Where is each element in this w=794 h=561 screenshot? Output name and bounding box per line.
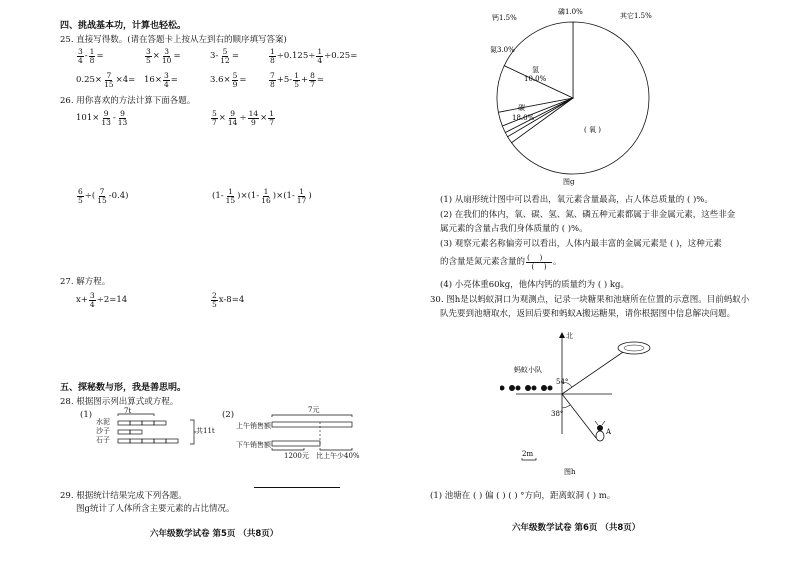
pie-label-other: 其它1.5%	[620, 12, 652, 20]
fig-h-angle2: 38°	[551, 410, 564, 418]
pie-label-carbon-name: 碳	[518, 104, 525, 112]
q28-fig1-row-cement: 水泥	[96, 418, 110, 426]
q28-fig1-row-stone: 石子	[96, 436, 110, 444]
fig-h-north: 北	[566, 332, 573, 340]
q27-expr1: x+ $\frac{3}{4}$ ÷2=14	[76, 291, 128, 309]
q28-fig1-total: 共11t	[196, 427, 215, 435]
q28-answer-line	[254, 487, 340, 488]
q29-sub4: (4) 小亮体重60kg，他体内钙的质量约为 ( ) kg。	[440, 280, 629, 290]
pond-icon	[618, 342, 650, 354]
fig-h-scale: 2m	[522, 450, 534, 458]
section4-title: 四、挑战基本功，计算也轻松。	[60, 21, 187, 31]
q30-text-b: 队先要到池塘取水，返回后要和蚂蚁A搬运糖果，请你根据图中信息解决问题。	[440, 309, 736, 319]
q26-expr3: $\frac{6}{5}$ ÷( $\frac{7}{15}$ -0.4)	[78, 187, 129, 205]
q26-expr1: 101× $\frac{9}{13}$ - $\frac{9}{13}$	[76, 109, 128, 127]
q25-r1-c1: $\frac{3}{4}$ - $\frac{1}{8}$ =	[78, 47, 104, 65]
q26-expr2: $\frac{5}{7}$ × $\frac{9}{14}$ ÷ $\frac{14}{9}$ × $\frac{1}{7}$	[212, 109, 275, 127]
pie-label-hydrogen-value: 10.0%	[524, 75, 547, 83]
fig-h-caption: 图h	[564, 468, 576, 476]
q28-fig2-bars	[270, 412, 360, 454]
left-footer: 六年级数学试卷 第5页 （共8页）	[150, 529, 279, 539]
pie-label-nitrogen: 氮3.0%	[490, 46, 515, 54]
angle-arc-38	[562, 405, 570, 408]
q25-r1-c4: $\frac{1}{8}$ ÷0.125÷ $\frac{1}{4}$ ÷0.25=	[270, 47, 358, 65]
q29-sub: 图g统计了人体所含主要元素的占比情况。	[76, 504, 235, 514]
q28-fig1-label: (1)	[80, 410, 93, 420]
q25-r2-c3: 3.6× $\frac{5}{9}$ =	[210, 71, 247, 89]
pie-label-carbon-value: 18.0%	[512, 114, 535, 122]
q28-fig2-top: 7元	[308, 406, 320, 414]
q29-sub3b: 的含量是氮元素含量的 $\frac{( )}{( )}$ 。	[440, 253, 562, 271]
pie-caption: 图g	[563, 178, 575, 186]
q28-fig2-label: (2)	[222, 410, 235, 420]
q25-r1-c3: 3- $\frac{5}{12}$ =	[210, 47, 239, 65]
q28-fig1-bars	[110, 412, 200, 448]
fig-h-angle1: 54°	[556, 378, 569, 386]
section5-title: 五、探秘数与形，我是善思明。	[60, 383, 187, 393]
q28-fig2-bottom-left: 1200元	[284, 452, 309, 460]
q29-title: 29. 根据统计结果完成下列各题。	[60, 491, 187, 501]
q27-expr2: $\frac{2}{5}$ x-8=4	[212, 291, 245, 309]
pie-label-calcium: 钙1.5%	[492, 14, 517, 22]
pie-slices	[497, 22, 649, 174]
q28-title: 28. 根据图示列出算式或方程。	[60, 397, 179, 407]
fig-h-team: 蚂蚁小队	[514, 366, 542, 374]
q29-sub2b: 属元素的含量占我们身体质量的 ( )%。	[440, 224, 588, 234]
north-arrow-icon	[559, 332, 565, 338]
pie-label-oxygen: ( 氧 )	[584, 126, 601, 134]
q30-sub1: (1) 池塘在 ( ) 偏 ( ) ( ) °方向，距离蚁洞 ( ) m。	[430, 491, 616, 501]
ray-to-ant-a	[562, 394, 596, 438]
q28-fig2-row-morning: 上午销售额	[236, 422, 271, 430]
q25-r2-c4: $\frac{7}{8}$ +5- $\frac{1}{5}$ + $\frac{8}{7}$ =	[270, 71, 324, 89]
ant-a-icon	[595, 421, 605, 441]
q27-title: 27. 解方程。	[60, 277, 111, 287]
q29-sub3a: (3) 观察元素名称偏旁可以看出，人体内最丰富的金属元素是 ( )，这种元素	[440, 239, 722, 249]
q29-sub2a: (2) 在我们的体内，氧、碳、氢、氮、磷五种元素都属于非金属元素，这些非金	[440, 210, 736, 220]
q25-r1-c2: $\frac{3}{5}$ × $\frac{3}{10}$ =	[146, 47, 181, 65]
q25-r2-c1: 0.25× $\frac{7}{15}$ ×4=	[76, 71, 136, 89]
pie-label-hydrogen-name: 氢	[532, 66, 539, 74]
q26-expr4: (1- $\frac{1}{15}$ )×(1- $\frac{1}{16}$ )×(1- $\frac{1}{17}$ )	[212, 187, 312, 205]
q29-sub1: (1) 从扇形统计图中可以看出，氧元素含量最高，占人体总质量的 ( )%。	[440, 195, 713, 205]
fig-h-ant-a: A	[606, 428, 612, 436]
q25-title: 25. 直接写得数。(请在答题卡上按从左到右的顺序填写答案)	[60, 35, 287, 45]
ray-to-pond	[562, 350, 626, 394]
scale-bar	[522, 458, 536, 460]
q26-title: 26. 用你喜欢的方法计算下面各题。	[60, 96, 196, 106]
pie-chart	[460, 8, 690, 188]
q25-r2-c2: 16× $\frac{3}{4}$ =	[144, 71, 178, 89]
q28-fig1-row-sand: 沙子	[96, 427, 110, 435]
q28-fig2-row-afternoon: 下午销售额	[236, 441, 271, 449]
pie-label-phosphorus: 磷1.0%	[558, 8, 583, 16]
right-footer: 六年级数学试卷 第6页 （共8页）	[512, 523, 641, 533]
q28-fig1-top: 7t	[124, 407, 132, 415]
q28-fig2-bottom-right: 比上午少40%	[316, 452, 360, 460]
figure-h	[500, 324, 660, 480]
q30-text-a: 30. 图h是以蚂蚁洞口为观测点，记录一块糖果和池塘所在位置的示意图。目前蚂蚁小	[430, 295, 750, 305]
ant-team-icons	[500, 385, 553, 391]
